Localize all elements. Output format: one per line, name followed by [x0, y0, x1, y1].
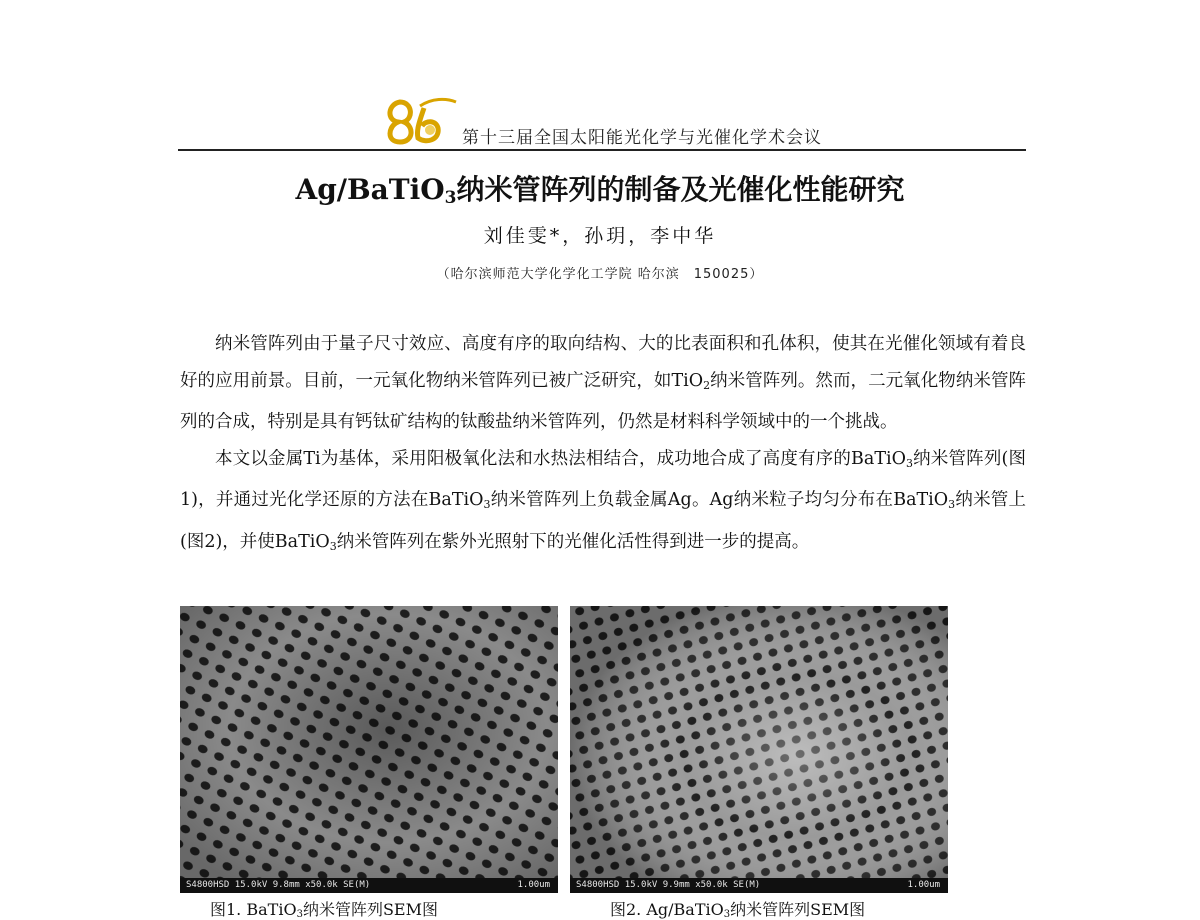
sem-image-2	[570, 606, 948, 893]
abstract-body	[180, 326, 1026, 565]
conference-85-logo-icon	[380, 90, 458, 146]
header-rule	[178, 149, 1026, 151]
sem-info-bar: S4800HSD 15.0kV 9.8mm x50.0k SE(M) 1.00um	[180, 878, 558, 893]
sem-image-1	[180, 606, 558, 893]
scale-bar-label: 1.00um	[907, 880, 940, 890]
paragraph-2: 本文以金属Ti为基体，采用阳极氧化法和水热法相结合，成功地合成了高度有序的BaTiO$_3$纳米管阵列(图1)，并通过光化学还原的方法在BaTiO$_3$纳米管阵列上负载金属Ag。Ag纳米粒子均匀分布在BaTiO$_3$纳米管上(图2)，并使BaTiO$_3$纳米管阵列在紫外光照射下的光催化活性得到进一步的提高。	[180, 448, 1027, 553]
sem-micrograph-2	[570, 606, 948, 878]
scale-bar-label: 1.00um	[517, 880, 550, 890]
figure-2-caption: 图2. Ag/BaTiO$_3$纳米管阵列SEM图	[610, 900, 866, 920]
sem-info-bar: S4800HSD 15.0kV 9.9mm x50.0k SE(M) 1.00um	[570, 878, 948, 893]
authors: 刘佳雯*，孙玥，李中华	[483, 225, 717, 247]
figure-1-caption: 图1. BaTiO$_3$纳米管阵列SEM图	[210, 900, 438, 920]
affiliation: （哈尔滨师范大学化学化工学院 哈尔滨 150025）	[436, 267, 764, 282]
conference-name: 第十三届全国太阳能光化学与光催化学术会议	[462, 128, 822, 148]
paragraph-1: 纳米管阵列由于量子尺寸效应、高度有序的取向结构、大的比表面积和孔体积，使其在光催化领域有着良好的应用前景。目前，一元氧化物纳米管阵列已被广泛研究，如TiO$_2$纳米管阵列。然而，二元氧化物纳米管阵列的合成，特别是具有钙钛矿结构的钛酸盐纳米管阵列，仍然是材料科学领域中的一个挑战。	[180, 334, 1026, 432]
paper-title: Ag/BaTiO$_3$纳米管阵列的制备及光催化性能研究	[295, 173, 905, 208]
sem-micrograph-1	[180, 606, 558, 878]
